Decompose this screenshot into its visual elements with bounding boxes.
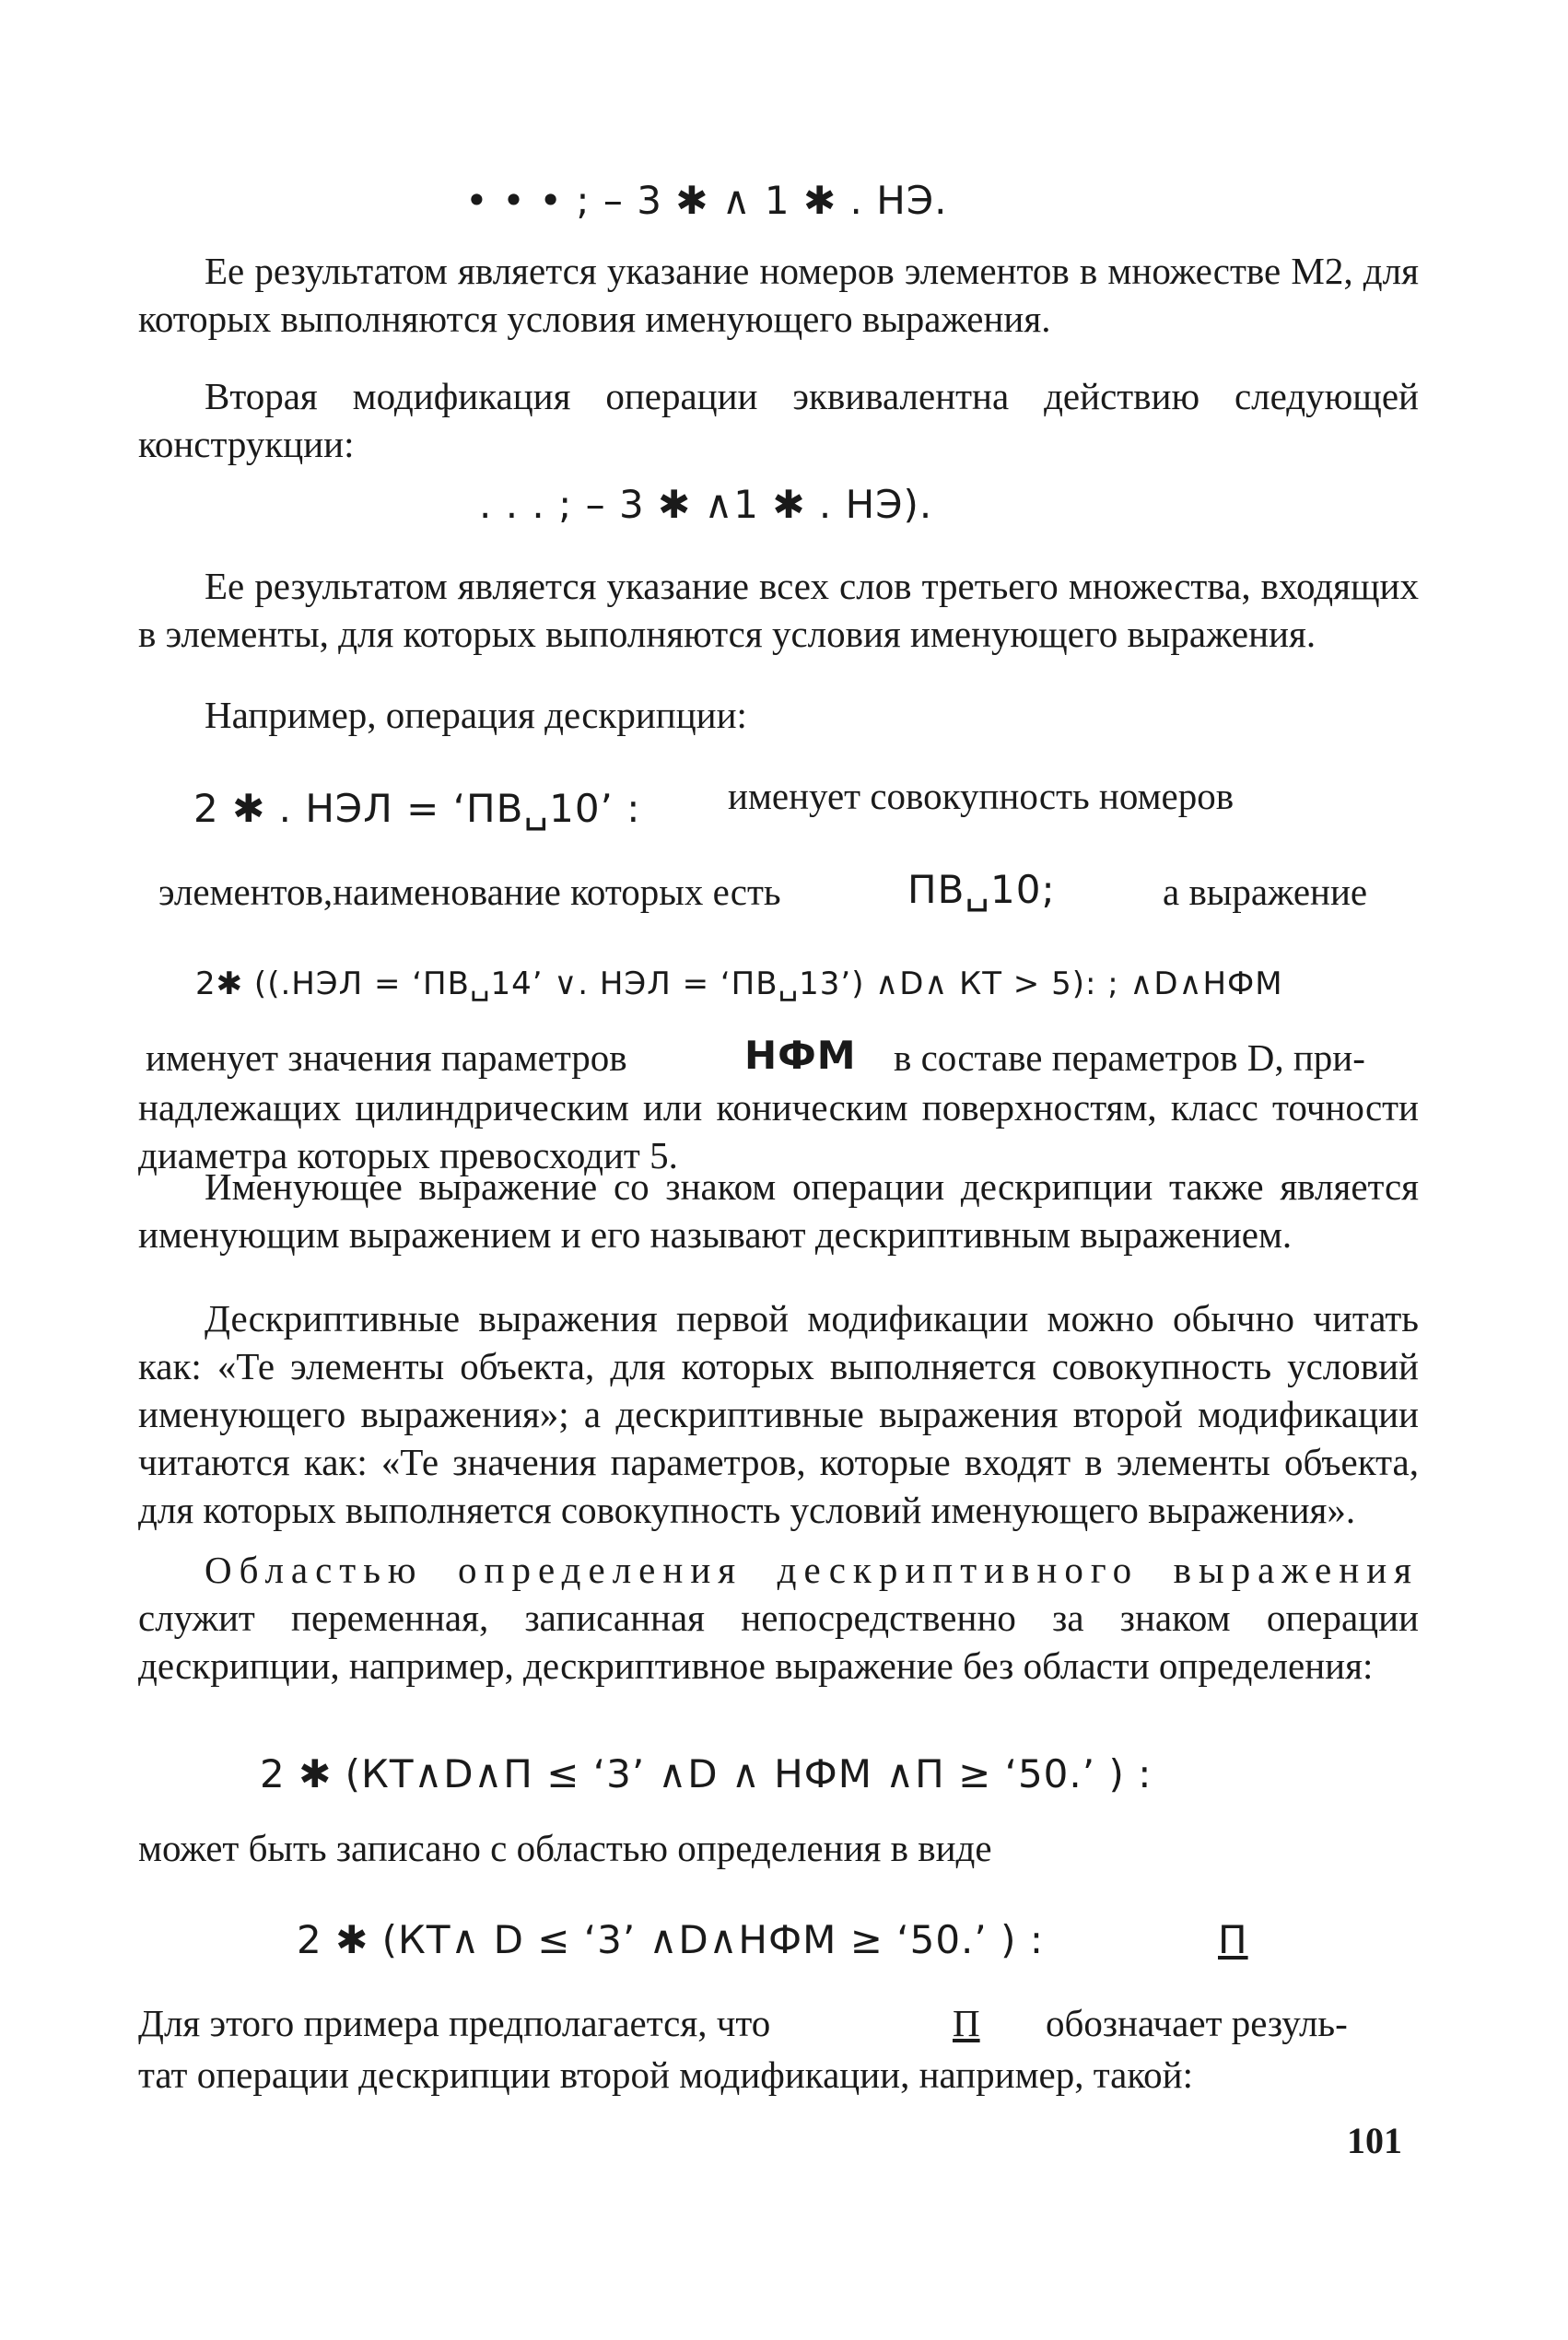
paragraph-descriptive-expression: Именующее выражение со знаком операции дескрипции также является именующим выражением и его называют дескриптивным выражением.	[138, 1165, 1419, 1256]
formula-cylinder-cone: 2✱ ((.НЭЛ = ‘ПВ␣14’ ∨. НЭЛ = ‘ПВ␣13’) ∧D∧ КТ > 5): ; ∧D∧НФМ	[195, 965, 1283, 1002]
line-and-expression: а выражение	[1163, 871, 1368, 913]
line-with-domain: может быть записано с областью определения в виде	[138, 1827, 992, 1869]
line-assumption: Для этого примера предполагается, что	[138, 2002, 771, 2044]
paragraph-cylindrical-surfaces: надлежащих цилиндрическим или коническим поверхностям, класс точности диаметра которых превосходит 5.	[138, 1086, 1419, 1176]
line-denotes-result: обозначает резуль-	[1046, 2002, 1348, 2044]
formula-with-domain: 2 ✱ (КТ∧ D ≤ ‘3’ ∧D∧НФМ ≥ ‘50.’ ) :	[297, 1917, 1044, 1962]
formula-example-explanation: именует совокупность номеров	[728, 775, 1235, 817]
formula-example-description: 2 ✱ . НЭЛ = ‘ПВ␣10’ :	[193, 786, 641, 831]
paragraph-second-modification: Вторая модификация операции эквивалентна действию следующей конструкции:	[138, 375, 1419, 465]
line-in-parameters-d: в составе пераметров D, при-	[894, 1036, 1365, 1079]
term-domain-definition: Областью определения дескриптивного выражения	[205, 1549, 1419, 1591]
line-operation-result: тат операции дескрипции второй модификации, например, такой:	[138, 2053, 1193, 2096]
line-names-parameters: именует значения параметров	[146, 1036, 627, 1079]
formula-first-modification: • • • ; – 3 ✱ ∧ 1 ✱ . НЭ.	[465, 178, 948, 223]
paragraph-reading-descriptive: Дескриптивные выражения первой модификации можно обычно читать как: «Те элементы объекта, для которых выполняется совокупность условий именующего выражения»; а дескриптивные выражения второй модификации читаются как: «Те значения параметров, которые входят в элементы объекта, для которых выполняется совокупность условий именующего выражения».	[138, 1297, 1419, 1531]
inline-code-pv10: ПВ␣10;	[907, 867, 1056, 912]
formula-second-modification: . . . ; – 3 ✱ ∧1 ✱ . НЭ).	[479, 482, 933, 527]
inline-variable-p: П	[953, 2002, 980, 2044]
paragraph-result-second: Ее результатом является указание всех слов третьего множества, входящих в элементы, для которых выполняются условия именующего выражения.	[138, 565, 1419, 655]
page-number: 101	[1347, 2120, 1402, 2161]
paragraph-example-intro: Например, операция дескрипции:	[205, 694, 747, 736]
paragraph-domain-definition-rest: служит переменная, записанная непосредственно за знаком операции дескрипции, например, дескриптивное выражение без области определения:	[138, 1597, 1419, 1687]
formula-without-domain: 2 ✱ (КТ∧D∧П ≤ ‘3’ ∧D ∧ НФМ ∧П ≥ ‘50.’ ) :	[260, 1751, 1153, 1796]
inline-code-nfm: НФМ	[744, 1033, 857, 1078]
paragraph-domain-definition	[138, 1546, 1419, 1690]
line-elements-name: элементов,наименование которых есть	[158, 871, 781, 913]
paragraph-result-first: Ее результатом является указание номеров элементов в множестве М2, для которых выполняются условия именующего выражения.	[138, 250, 1419, 340]
formula-domain-variable: П	[1218, 1917, 1248, 1962]
